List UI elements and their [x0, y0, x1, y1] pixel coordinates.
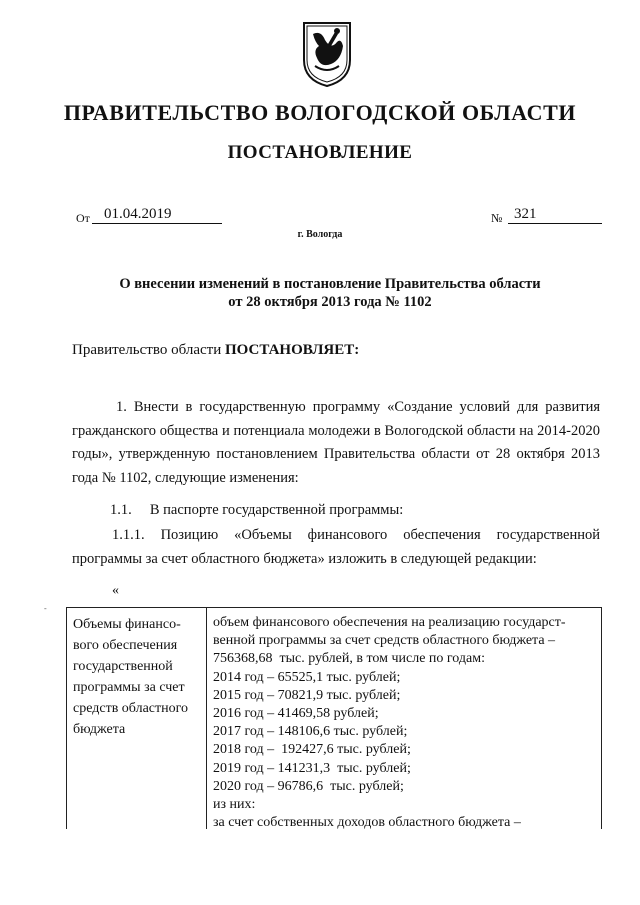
- table-left-line: программы за счет: [73, 680, 185, 695]
- table-right-line: объем финансового обеспечения на реализацию государст-: [213, 615, 566, 630]
- date-prefix: От: [76, 211, 90, 225]
- heading-line-2: от 28 октября 2013 года № 1102: [228, 294, 432, 310]
- number-prefix: №: [491, 211, 503, 225]
- quote-mark: «: [112, 583, 119, 598]
- paragraph-1-1: 1.1. В паспорте государственной программы:: [110, 502, 404, 518]
- document-heading: [60, 275, 600, 311]
- document-date: 01.04.2019: [92, 205, 222, 224]
- table-right-line: 2020 год – 96786,6 тыс. рублей;: [213, 778, 404, 794]
- table-right-line: 2018 год – 192427,6 тыс. рублей;: [213, 742, 411, 758]
- table-right-line: 2016 год – 41469,58 рублей;: [213, 706, 379, 722]
- table-right-line: 2017 год – 148106,6 тыс. рублей;: [213, 724, 408, 740]
- table-left-line: средств областного: [73, 701, 189, 716]
- paragraph-1: [72, 396, 600, 490]
- document-type: ПОСТАНОВЛЕНИЕ: [227, 142, 413, 163]
- table-right-column: [207, 608, 601, 835]
- margin-mark: -: [44, 604, 47, 613]
- table-left-line: бюджета: [73, 722, 126, 737]
- paragraph-1-1-1-text: 1.1.1. Позицию «Объемы финансового обеспечения государственной программы за счет областного бюджета» изложить в следующей редакции:: [72, 527, 600, 567]
- table-right-line: из них:: [213, 797, 256, 813]
- preamble-bold: ПОСТАНОВЛЯЕТ:: [224, 342, 360, 358]
- city: г. Вологда: [297, 229, 343, 240]
- funding-table: [66, 607, 602, 829]
- paragraph-1-text: 1. Внести в государственную программу «Создание условий для развития гражданского общества и потенциала молодежи в Вологодской области на 2014-2020 годы», утвержденную постановлением Правительства области от 28 октября 2013 года № 1102, следующие изменения:: [72, 399, 600, 486]
- table-left-line: государственной: [73, 659, 173, 674]
- paragraph-1-1-1: [72, 524, 600, 571]
- table-right-line: за счет собственных доходов областного бюджета –: [213, 815, 521, 831]
- table-right-line: 2014 год – 65525,1 тыс. рублей;: [213, 669, 401, 685]
- coat-of-arms-icon: [301, 20, 353, 88]
- table-right-line: 2015 год – 70821,9 тыс. рублей;: [213, 687, 401, 703]
- table-right-line: венной программы за счет средств областного бюджета –: [213, 633, 556, 649]
- preamble: [72, 342, 359, 359]
- table-left-column: [67, 608, 207, 829]
- table-left-line: вого обеспечения: [73, 638, 178, 653]
- table-right-line: 756368,68 тыс. рублей, в том числе по годам:: [213, 651, 485, 667]
- table-right-line: 2019 год – 141231,3 тыс. рублей;: [213, 760, 411, 776]
- table-left-line: Объемы финансо-: [73, 617, 181, 632]
- government-title: ПРАВИТЕЛЬСТВО ВОЛОГОДСКОЙ ОБЛАСТИ: [63, 100, 577, 125]
- heading-line-1: О внесении изменений в постановление Правительства области: [119, 276, 541, 292]
- preamble-text: Правительство области: [72, 342, 225, 358]
- document-number: 321: [508, 205, 602, 224]
